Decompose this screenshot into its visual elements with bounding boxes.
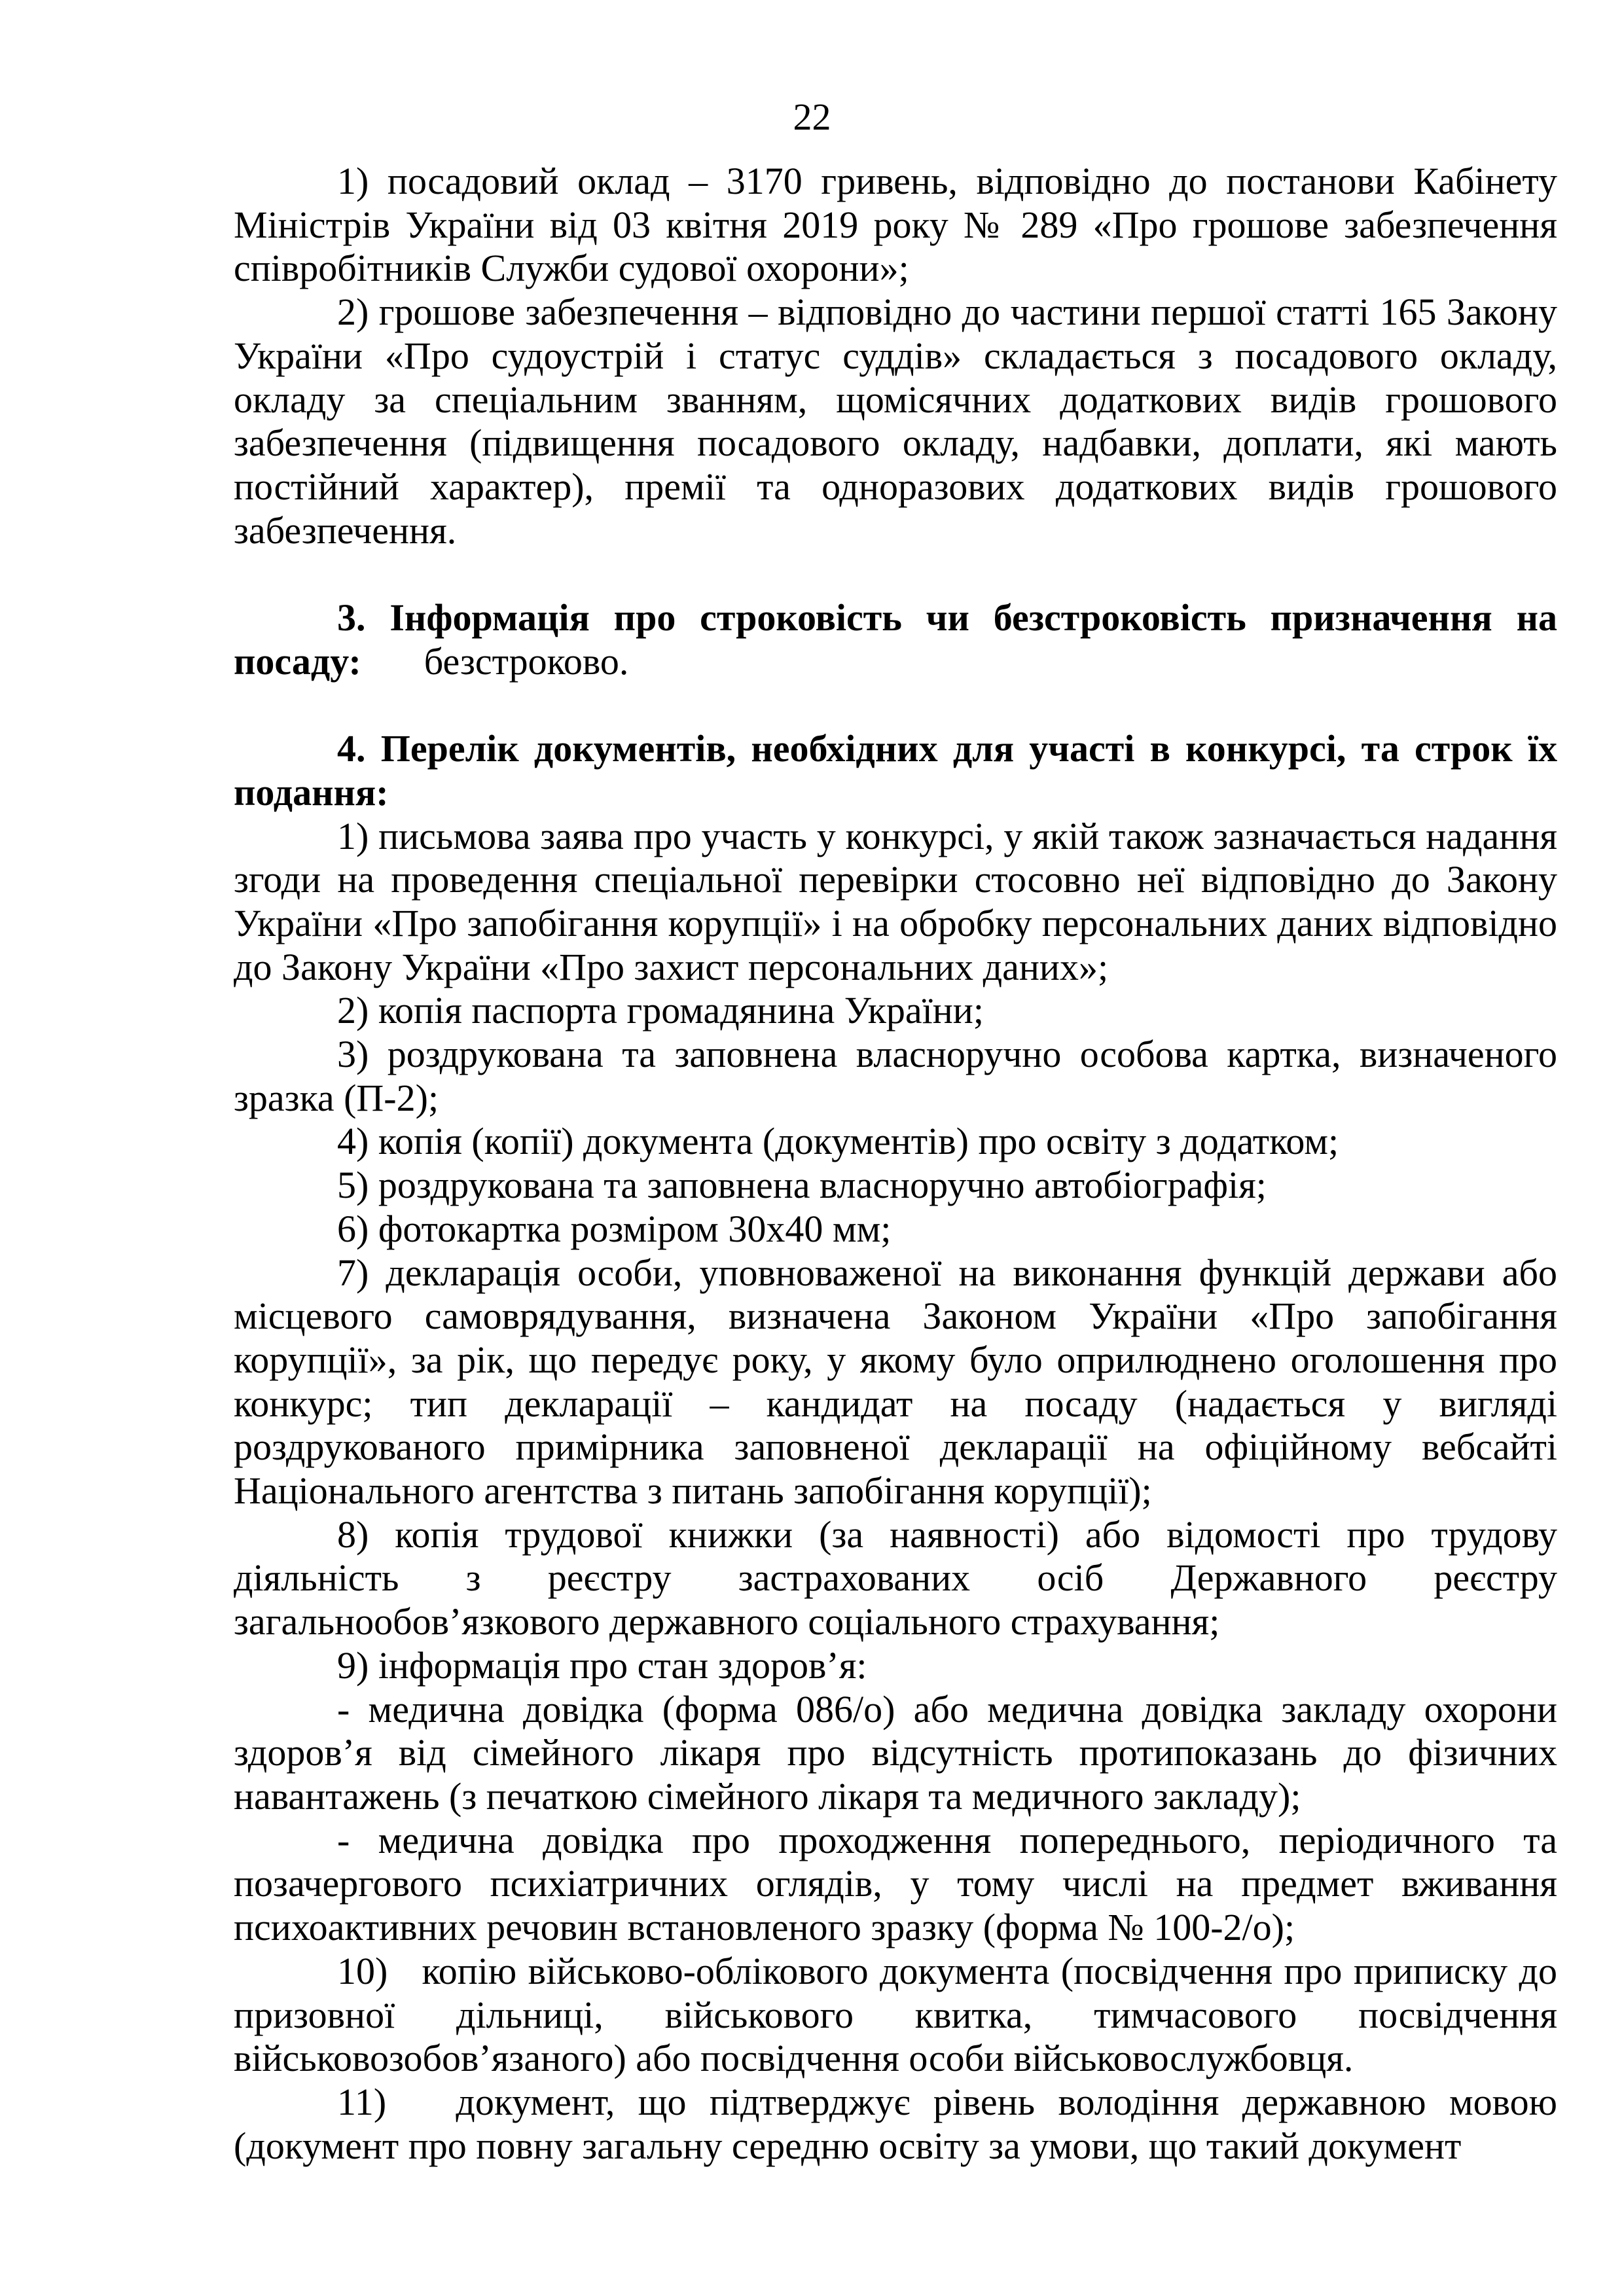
document-body	[234, 160, 1567, 2168]
document-item: 9) інформація про стан здоров’я:	[337, 1643, 867, 1687]
document-item: 10) копію військово-облікового документа (посвідчення про приписку до призовної дільниці, військового квитка, тимчасового посвідчення військовозобов’язаного) або посвідчення особи військовослужбовця.	[234, 1949, 1567, 2080]
section-3-value: безстроково.	[424, 639, 629, 683]
spacer	[234, 683, 1557, 727]
document-item: 7) декларація особи, уповноваженої на виконання функцій держави або місцевого самоврядування, визначена Законом України «Про запобігання корупції», за рік, що передує року, у якому було оприлюднено оголошення про конкурс; тип декларації – кандидат на посаду (надається у вигляді роздрукованого примірника заповненої декларації на офіційному вебсайті Національного агентства з питань запобігання корупції);	[234, 1251, 1557, 1513]
page-number: 22	[793, 96, 831, 138]
document-subitem: - медична довідка про проходження попереднього, періодичного та позачергового психіатричних оглядів, у тому числі на предмет вживання психоактивних речовин встановленого зразку (форма № 100-2/о);	[234, 1818, 1557, 1949]
document-item: 2) копія паспорта громадянина України;	[337, 989, 984, 1032]
salary-item-1: 1) посадовий оклад – 3170 гривень, відповідно до постанови Кабінету Міністрів України від 03 квітня 2019 року № 289 «Про грошове забезпечення співробітників Служби судової охорони»;	[234, 160, 1557, 290]
section-3-heading: 3. Інформація про строковість чи безстроковість призначення на посаду:	[234, 596, 1557, 683]
document-item: 3) роздрукована та заповнена власноручно особова картка, визначеного зразка (П-2);	[234, 1033, 1557, 1119]
document-item: 8) копія трудової книжки (за наявності) або відомості про трудову діяльність з реєстру застрахованих осіб Державного реєстру загальнообов’язкового державного соціального страхування;	[234, 1513, 1557, 1643]
section-3	[234, 596, 1557, 683]
document-subitem: - медична довідка (форма 086/о) або медична довідка закладу охорони здоров’я від сімейного лікаря про відсутність протипоказань до фізичних навантажень (з печаткою сімейного лікаря та медичного закладу);	[234, 1687, 1557, 1818]
document-item: 1) письмова заява про участь у конкурсі, у якій також зазначається надання згоди на проведення спеціальної перевірки стосовно неї відповідно до Закону України «Про запобігання корупції» і на обробку персональних даних відповідно до Закону України «Про захист персональних даних»;	[234, 814, 1557, 988]
document-item: 5) роздрукована та заповнена власноручно автобіографія;	[337, 1164, 1267, 1207]
salary-item-2: 2) грошове забезпечення – відповідно до частини першої статті 165 Закону України «Про судоустрій і статус суддів» складається з посадового окладу, окладу за спеціальним званням, щомісячних додаткових видів грошового забезпечення (підвищення посадового окладу, надбавки, доплати, які мають постійний характер), премії та одноразових додаткових видів грошового забезпечення.	[234, 291, 1557, 552]
section-4-heading	[234, 727, 1557, 814]
document-item: 6) фотокартка розміром 30х40 мм;	[337, 1207, 892, 1250]
document-item: 11) документ, що підтверджує рівень володіння державною мовою (документ про повну загальну середню освіту за умови, що такий документ	[234, 2080, 1567, 2167]
section-4-heading-text: 4. Перелік документів, необхідних для участі в конкурсі, та строк їх подання:	[234, 727, 1557, 814]
spacer	[234, 552, 1557, 596]
document-item: 4) копія (копії) документа (документів) про освіту з додатком;	[337, 1120, 1339, 1163]
